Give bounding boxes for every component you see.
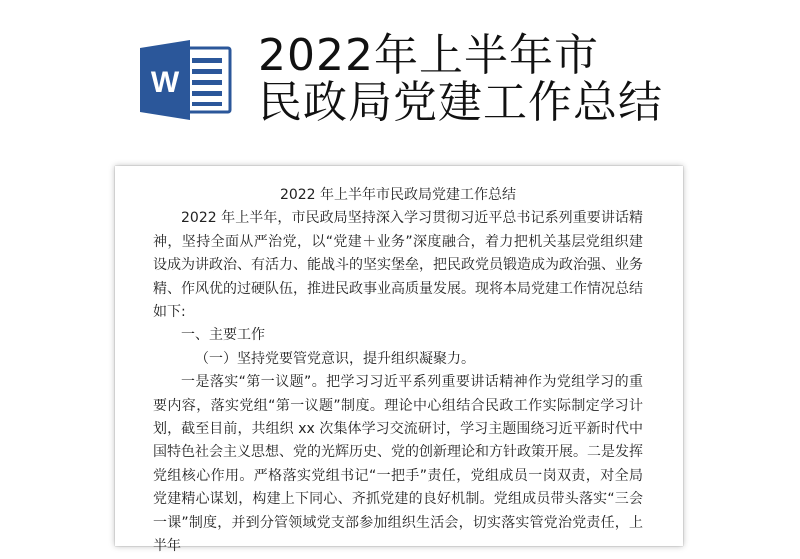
paragraph-intro: 2022 年上半年，市民政局坚持深入学习贯彻习近平总书记系列重要讲话精神，坚持全面从严治党，以“党建＋业务”深度融合，着力把机关基层党组织建设成为讲政治、有活力、能战斗的坚实堡垒，把民政党员锻造成为政治强、业务精、作风优的过硬队伍，推进民政事业高质量发展。现将本局党建工作情况总结如下: xyxy=(153,210,643,321)
title-line-1: 2022年上半年市 xyxy=(258,30,599,81)
word-icon-letter: W xyxy=(150,66,180,99)
section-heading: 一、主要工作 xyxy=(181,327,265,344)
word-icon xyxy=(140,40,232,120)
paragraph-body: 一是落实“第一议题”。把学习习近平系列重要讲话精神作为党组学习的重要内容，落实党组“第一议题”制度。理论中心组结合民政工作实际制定学习计划，截至目前，共组织 xx 次集体学习交流研讨，学习主题围绕习近平新时代中国特色社会主义思想、党的光辉历史、党的创新理论和方针政策开展。二是发挥党组核心作用。严格落实党组书记“一把手”责任，党组成员一岗双责，对全局党建精心谋划，构建上下同心、齐抓党建的良好机制。党组成员带头落实“三会一课”制度，并到分管领域党支部参加组织生活会，切实落实管党治党责任，上半年 xyxy=(153,374,643,555)
document-body xyxy=(153,184,643,559)
subsection-heading: （一）坚持党要管党意识，提升组织凝聚力。 xyxy=(195,350,475,367)
title-line-2: 民政局党建工作总结 xyxy=(258,77,663,128)
document-page xyxy=(115,166,683,555)
header xyxy=(0,0,800,150)
page-title xyxy=(258,32,663,126)
document-title: 2022 年上半年市民政局党建工作总结 xyxy=(279,187,517,203)
